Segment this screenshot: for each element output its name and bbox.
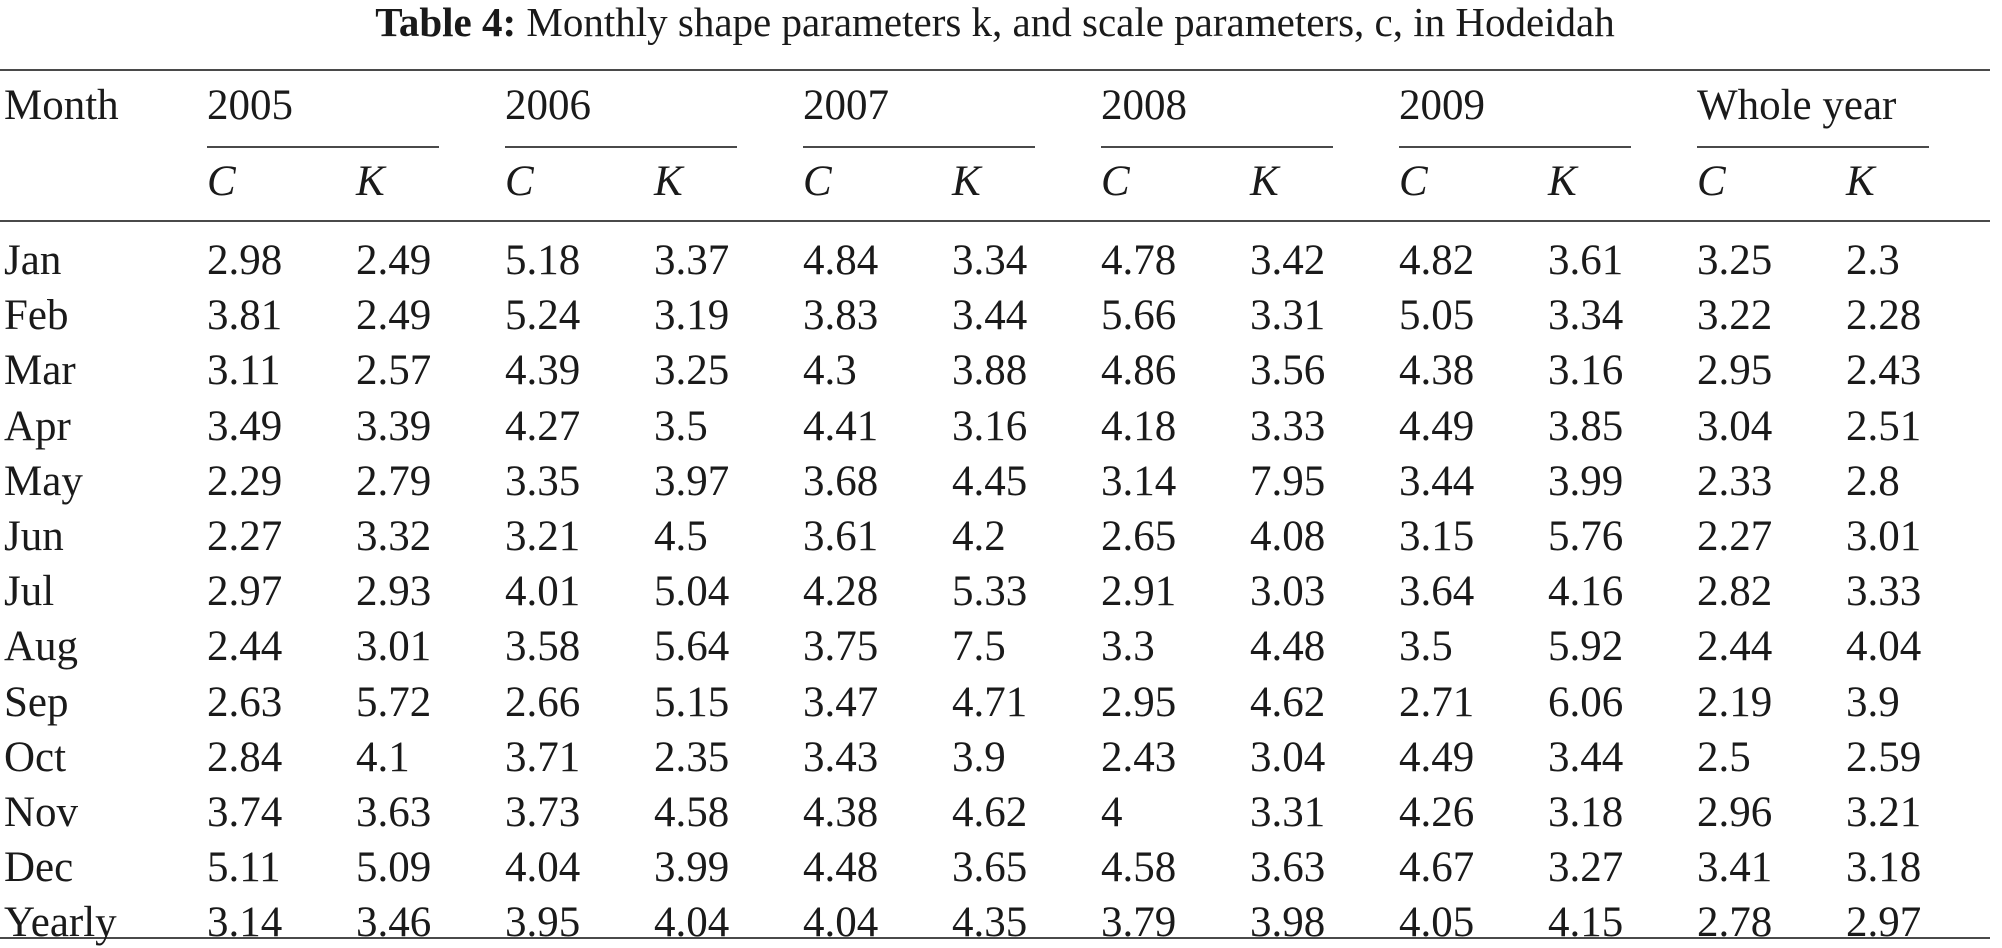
table-cell: 2.35 [654, 733, 730, 781]
table-cell: 5.66 [1101, 292, 1177, 340]
table-cell: 4.49 [1399, 733, 1475, 781]
table-cell: 4 [1101, 789, 1123, 836]
row-label: Oct [4, 733, 67, 781]
table-cell: 2.29 [207, 457, 283, 505]
table-cell: 2.33 [1697, 457, 1773, 505]
table-cell: 2.82 [1697, 568, 1773, 616]
table-cell: 7.5 [952, 623, 1006, 671]
table-cell: 2.28 [1846, 292, 1922, 340]
table-cell: 4.35 [952, 899, 1028, 947]
row-label: Jan [4, 237, 62, 284]
table-cell: 3.95 [505, 899, 581, 947]
row-label: Mar [4, 347, 76, 395]
sub-header-k: K [1548, 158, 1577, 205]
table-cell: 4.41 [803, 402, 879, 450]
table-cell: 3.41 [1697, 844, 1773, 892]
table-cell: 4.15 [1548, 899, 1624, 947]
sub-header-c: C [1101, 158, 1130, 205]
table-cell: 3.04 [1697, 402, 1773, 450]
table-caption [0, 0, 1990, 44]
table-cell: 2.84 [207, 733, 283, 781]
group-header: 2005 [207, 82, 293, 129]
table-cell: 3.18 [1548, 789, 1624, 836]
table-cell: 5.92 [1548, 623, 1624, 671]
sub-header-k: K [1846, 158, 1875, 205]
table-cell: 3.15 [1399, 513, 1475, 560]
table-cell: 3.16 [952, 402, 1028, 450]
table-cell: 3.34 [952, 237, 1028, 284]
table-cell: 6.06 [1548, 678, 1624, 726]
table-cell: 4.45 [952, 457, 1028, 505]
table-cell: 5.76 [1548, 513, 1624, 560]
table-cell: 3.18 [1846, 844, 1922, 892]
table-cell: 4.67 [1399, 844, 1475, 892]
sub-header-k: K [952, 158, 981, 205]
table-cell: 2.19 [1697, 678, 1773, 726]
table-cell: 4.28 [803, 568, 879, 616]
table-cell: 4.48 [803, 844, 879, 892]
table-cell: 5.15 [654, 678, 730, 726]
header-bottom-rule [0, 220, 1990, 222]
caption-label: Table 4: [375, 0, 517, 45]
table-cell: 4.48 [1250, 623, 1326, 671]
table-cell: 2.49 [356, 237, 432, 284]
sub-header-c: C [1697, 158, 1726, 205]
table-cell: 3.81 [207, 292, 283, 340]
group-underline-3 [1101, 146, 1333, 148]
table-cell: 3.14 [1101, 457, 1177, 505]
table-cell: 3.21 [505, 513, 581, 560]
table-cell: 3.99 [654, 844, 730, 892]
table-cell: 4.5 [654, 513, 708, 560]
row-label: Jul [4, 568, 55, 616]
table-cell: 3.83 [803, 292, 879, 340]
table-cell: 5.05 [1399, 292, 1475, 340]
table-cell: 2.79 [356, 457, 432, 505]
table-cell: 3.44 [1399, 457, 1475, 505]
table-cell: 2.3 [1846, 237, 1900, 284]
table-cell: 4.04 [1846, 623, 1922, 671]
sub-header-k: K [356, 158, 385, 205]
table-cell: 3.97 [654, 457, 730, 505]
table-cell: 3.01 [356, 623, 432, 671]
table-cell: 3.22 [1697, 292, 1773, 340]
sub-header-k: K [1250, 158, 1279, 205]
table-cell: 3.79 [1101, 899, 1177, 947]
stub-header: Month [4, 82, 119, 129]
table-cell: 3.75 [803, 623, 879, 671]
table-cell: 2.44 [1697, 623, 1773, 671]
sub-header-c: C [505, 158, 534, 205]
table-cell: 4.3 [803, 347, 857, 395]
table-cell: 3.31 [1250, 789, 1326, 836]
table-cell: 2.98 [207, 237, 283, 284]
table-cell: 5.72 [356, 678, 432, 726]
row-label: Jun [4, 513, 64, 560]
table-cell: 3.37 [654, 237, 730, 284]
group-header: Whole year [1697, 82, 1897, 129]
table-cell: 4.86 [1101, 347, 1177, 395]
group-underline-2 [803, 146, 1035, 148]
table-cell: 3.64 [1399, 568, 1475, 616]
table-cell: 3.44 [1548, 733, 1624, 781]
table-cell: 3.21 [1846, 789, 1922, 836]
table-cell: 4.58 [654, 789, 730, 836]
table-cell: 3.14 [207, 899, 283, 947]
table-cell: 3.73 [505, 789, 581, 836]
table-cell: 4.27 [505, 402, 581, 450]
table-cell: 2.95 [1697, 347, 1773, 395]
group-underline-5 [1697, 146, 1929, 148]
table-cell: 2.97 [207, 568, 283, 616]
table-cell: 3.43 [803, 733, 879, 781]
table-cell: 5.64 [654, 623, 730, 671]
table-cell: 3.31 [1250, 292, 1326, 340]
table-cell: 4.04 [505, 844, 581, 892]
group-header: 2007 [803, 82, 889, 129]
table-cell: 4.84 [803, 237, 879, 284]
table-cell: 7.95 [1250, 457, 1326, 505]
table-cell: 3.3 [1101, 623, 1155, 671]
table-cell: 3.01 [1846, 513, 1922, 560]
table-cell: 3.88 [952, 347, 1028, 395]
table-cell: 2.8 [1846, 457, 1900, 505]
table-cell: 2.97 [1846, 899, 1922, 947]
table-cell: 3.39 [356, 402, 432, 450]
table-cell: 4.49 [1399, 402, 1475, 450]
table-cell: 3.61 [1548, 237, 1624, 284]
table-cell: 3.35 [505, 457, 581, 505]
table-cell: 3.61 [803, 513, 879, 560]
table-cell: 2.51 [1846, 402, 1922, 450]
table-cell: 3.49 [207, 402, 283, 450]
table-cell: 2.91 [1101, 568, 1177, 616]
table-cell: 4.18 [1101, 402, 1177, 450]
table-cell: 5.11 [207, 844, 281, 892]
table-cell: 2.49 [356, 292, 432, 340]
table-cell: 4.04 [803, 899, 879, 947]
table-cell: 4.62 [952, 789, 1028, 836]
table-cell: 4.58 [1101, 844, 1177, 892]
sub-header-k: K [654, 158, 683, 205]
table-cell: 4.04 [654, 899, 730, 947]
group-underline-4 [1399, 146, 1631, 148]
table-cell: 4.16 [1548, 568, 1624, 616]
table-cell: 2.93 [356, 568, 432, 616]
table-cell: 3.27 [1548, 844, 1624, 892]
top-rule [0, 69, 1990, 71]
table-cell: 3.9 [1846, 678, 1900, 726]
table-cell: 3.04 [1250, 733, 1326, 781]
table-cell: 3.71 [505, 733, 581, 781]
sub-header-c: C [207, 158, 236, 205]
table-cell: 3.16 [1548, 347, 1624, 395]
table-cell: 2.71 [1399, 678, 1475, 726]
table-cell: 3.85 [1548, 402, 1624, 450]
table-cell: 3.32 [356, 513, 432, 560]
table-cell: 3.68 [803, 457, 879, 505]
table-cell: 3.25 [1697, 237, 1773, 284]
table-cell: 4.2 [952, 513, 1006, 560]
sub-header-c: C [1399, 158, 1428, 205]
row-label: Aug [4, 623, 79, 671]
table-cell: 4.62 [1250, 678, 1326, 726]
table-cell: 5.33 [952, 568, 1028, 616]
table-cell: 4.82 [1399, 237, 1475, 284]
group-underline-1 [505, 146, 737, 148]
table-cell: 3.25 [654, 347, 730, 395]
table-cell: 4.01 [505, 568, 581, 616]
table-cell: 5.04 [654, 568, 730, 616]
table-cell: 4.71 [952, 678, 1028, 726]
table-cell: 4.78 [1101, 237, 1177, 284]
table-cell: 3.63 [356, 789, 432, 836]
table-cell: 2.78 [1697, 899, 1773, 947]
table-cell: 3.33 [1250, 402, 1326, 450]
table-cell: 3.74 [207, 789, 283, 836]
table-cell: 5.18 [505, 237, 581, 284]
table-cell: 4.38 [1399, 347, 1475, 395]
row-label: Nov [4, 789, 79, 836]
table-cell: 2.43 [1101, 733, 1177, 781]
table-cell: 3.65 [952, 844, 1028, 892]
row-label: Sep [4, 678, 69, 726]
table-cell: 2.59 [1846, 733, 1922, 781]
table-cell: 3.9 [952, 733, 1006, 781]
table-cell: 3.58 [505, 623, 581, 671]
table-cell: 4.1 [356, 733, 410, 781]
table-cell: 3.56 [1250, 347, 1326, 395]
table-cell: 3.11 [207, 347, 281, 395]
group-header: 2008 [1101, 82, 1187, 129]
table-cell: 4.39 [505, 347, 581, 395]
row-label: Apr [4, 402, 71, 450]
table-cell: 3.98 [1250, 899, 1326, 947]
table-cell: 2.63 [207, 678, 283, 726]
row-label: May [4, 457, 83, 505]
table-cell: 4.05 [1399, 899, 1475, 947]
row-label: Feb [4, 292, 69, 340]
table-cell: 3.47 [803, 678, 879, 726]
table-cell: 3.5 [1399, 623, 1453, 671]
row-label: Dec [4, 844, 74, 892]
table-cell: 2.65 [1101, 513, 1177, 560]
table-cell: 3.42 [1250, 237, 1326, 284]
table-cell: 2.96 [1697, 789, 1773, 836]
table-cell: 2.57 [356, 347, 432, 395]
row-label: Yearly [4, 899, 117, 947]
table-cell: 3.63 [1250, 844, 1326, 892]
table-cell: 3.99 [1548, 457, 1624, 505]
table-cell: 4.38 [803, 789, 879, 836]
table-cell: 2.27 [207, 513, 283, 560]
table-cell: 4.26 [1399, 789, 1475, 836]
group-underline-0 [207, 146, 439, 148]
table-cell: 5.09 [356, 844, 432, 892]
group-header: 2009 [1399, 82, 1485, 129]
table-cell: 3.44 [952, 292, 1028, 340]
group-header: 2006 [505, 82, 591, 129]
table-cell: 4.08 [1250, 513, 1326, 560]
table-cell: 2.95 [1101, 678, 1177, 726]
table-cell: 2.66 [505, 678, 581, 726]
table-cell: 3.5 [654, 402, 708, 450]
table-cell: 2.43 [1846, 347, 1922, 395]
table-cell: 3.19 [654, 292, 730, 340]
table-cell: 5.24 [505, 292, 581, 340]
table-cell: 3.34 [1548, 292, 1624, 340]
table-cell: 2.27 [1697, 513, 1773, 560]
table-cell: 2.5 [1697, 733, 1751, 781]
table-cell: 3.46 [356, 899, 432, 947]
table-cell: 2.44 [207, 623, 283, 671]
table-cell: 3.03 [1250, 568, 1326, 616]
table-cell: 3.33 [1846, 568, 1922, 616]
sub-header-c: C [803, 158, 832, 205]
caption-text: Monthly shape parameters k, and scale parameters, c, in Hodeidah [526, 0, 1615, 45]
